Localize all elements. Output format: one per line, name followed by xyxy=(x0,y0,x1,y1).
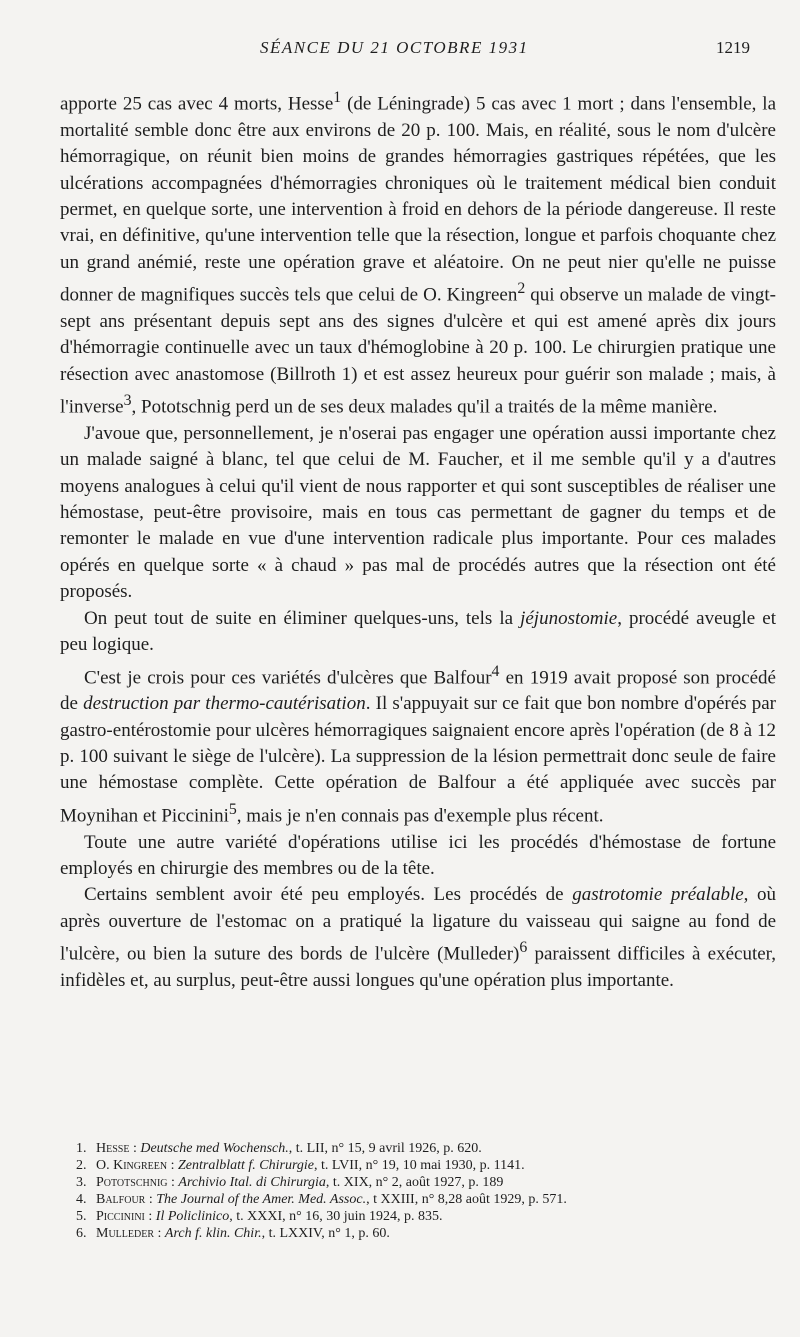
footnote-details: , t. XIX, n° 2, août 1927, p. 189 xyxy=(325,1175,504,1190)
footnote-ref: 5 xyxy=(228,800,237,818)
footnote-author: Piccinini xyxy=(96,1209,145,1224)
footnote-details: , t. LXXIV, n° 1, p. 60. xyxy=(261,1226,390,1241)
footnote: 3. Pototschnig : Archivio Ital. di Chirurgia, t. XIX, n° 2, août 1927, p. 189 xyxy=(76,1175,504,1190)
footnote-ref: 6 xyxy=(519,939,528,957)
footnote-details: , t. LII, n° 15, 9 avril 1926, p. 620. xyxy=(288,1141,482,1156)
footnote: 4. Balfour : The Journal of the Amer. Med. Assoc., t XXIII, n° 8,28 août 1929, p. 571. xyxy=(76,1192,567,1207)
footnote-number: 2. xyxy=(76,1158,87,1173)
page-number: 1219 xyxy=(716,38,750,57)
footnote: 6. Mulleder : Arch f. klin. Chir., t. LXXIV, n° 1, p. 60. xyxy=(76,1226,390,1241)
text-run: , procédé aveugle et peu logique. xyxy=(60,607,776,656)
footnote-author: Balfour xyxy=(96,1192,146,1207)
emphasis: destruction par thermo-cautérisation xyxy=(83,693,366,715)
footnote-details: , t XXIII, n° 8,28 août 1929, p. 571. xyxy=(366,1192,567,1207)
text-run: Certains semblent avoir été peu employés. Les procédés de xyxy=(84,884,573,906)
footnote: 1. Hesse : Deutsche med Wochensch., t. LII, n° 15, 9 avril 1926, p. 620. xyxy=(76,1141,482,1156)
paragraph xyxy=(60,882,776,994)
page-header xyxy=(60,38,760,64)
footnote-number: 3. xyxy=(76,1175,87,1190)
footnote-number: 4. xyxy=(76,1192,87,1207)
paragraph: J'avoue que, personnellement, je n'oserai pas engager une opération aussi importante chez un malade saigné à blanc, tel que celui de M. Faucher, et il me semble qu'il y a d'autres moyens analogues à celui qu'il vient de nous rapporter et qui sont susceptibles de réaliser une hémostase, peut-être provisoire, mais en tous cas permettant de gagner du temps et de remonter le malade en vue d'une intervention radicale plus importante. Pour ces malades opérés en quelque sorte « à chaud » pas mal de procédés autres que la résection ont été proposés. xyxy=(60,422,776,603)
footnote-details: , t. LVII, n° 19, 10 mai 1930, p. 1141. xyxy=(314,1158,525,1173)
footnote-ref: 1 xyxy=(333,89,342,106)
footnote-author: Mulleder xyxy=(96,1226,154,1241)
text-run: (de Léningrade) 5 cas avec 1 mort ; dans l'ensemble, la mortalité semble donc être aux environs de 20 p. 100. Mais, en réalité, sous le nom d'ulcère hémorragique, on réunit bien moins de grandes hémorragies gastriques répétées, que les ulcérations accompagnées d'hémorragies chroniques où le traitement médical bien conduit permet, en quelque sorte, une intervention à froid en dehors de la période dangereuse. Il reste vrai, en définitive, qu'une intervention telle que la résection, longue et parfois choquante chez un grand anémié, reste une opération grave et aléatoire. On ne peut nier qu'elle ne puisse donner de magnifiques succès tels que celui de O. Kingreen xyxy=(60,93,776,306)
footnote-journal: Archivio Ital. di Chirurgia xyxy=(178,1175,326,1190)
text-run: , où après ouverture de l'estomac on a pratiqué la ligature du vaisseau qui saigne au fond de l'ulcère, ou bien la suture des bords de l'ulcère (Mulleder) xyxy=(60,884,776,965)
footnote-journal: Arch f. klin. Chir. xyxy=(164,1226,262,1241)
footnote-author: Hesse xyxy=(96,1141,130,1156)
footnote-ref: 2 xyxy=(517,280,526,298)
footnotes xyxy=(76,1140,776,1242)
text-run: On peut tout de suite en éliminer quelques-uns, tels la xyxy=(84,607,521,629)
footnote-details: , t. XXXI, n° 16, 30 juin 1924, p. 835. xyxy=(229,1209,443,1224)
footnote-number: 1. xyxy=(76,1141,87,1156)
running-head: SÉANCE DU 21 OCTOBRE 1931 xyxy=(260,38,529,57)
footnote-number: 5. xyxy=(76,1209,87,1224)
text-run: C'est je crois pour ces variétés d'ulcères que Balfour xyxy=(84,666,492,688)
footnote: 2. O. Kingreen : Zentralblatt f. Chirurgie, t. LVII, n° 19, 10 mai 1930, p. 1141. xyxy=(76,1158,525,1173)
paragraph xyxy=(60,85,776,421)
text-run: paraissent difficiles à exécuter, infidèles et, au surplus, peut-être aussi longues qu'une opération plus importante. xyxy=(60,943,777,991)
paragraph: Toute une autre variété d'opérations utilise ici les procédés d'hémostase de fortune employés en chirurgie des membres ou de la tête. xyxy=(60,831,776,880)
footnote-number: 6. xyxy=(76,1226,87,1241)
body-text xyxy=(60,85,776,994)
paragraph xyxy=(60,659,776,830)
text-run: . Il s'appuyait sur ce fait que bon nombre d'opérés par gastro-entérostomie pour ulcères hémorragiques saignaient encore après l'opération (de 8 à 12 p. 100 suivant le siège de l'ulcère). La suppression de la lésion permettrait donc seule de faire une hémostase complète. Cette opération de Balfour a été appliquée avec succès par Moynihan et Piccinini xyxy=(60,693,777,827)
footnote: 5. Piccinini : Il Policlinico, t. XXXI, n° 16, 30 juin 1924, p. 835. xyxy=(76,1209,443,1224)
footnote-journal: Zentralblatt f. Chirurgie xyxy=(178,1158,314,1173)
footnote-author: O. Kingreen xyxy=(96,1158,168,1173)
emphasis: jéjunostomie xyxy=(520,607,618,629)
footnote-author: Pototschnig xyxy=(96,1175,168,1190)
paragraph xyxy=(60,606,776,659)
footnote-ref: 3 xyxy=(123,392,132,410)
footnote-journal: Il Policlinico xyxy=(155,1209,230,1224)
footnote-journal: The Journal of the Amer. Med. Assoc. xyxy=(156,1192,367,1207)
text-run: en 1919 avait proposé son procédé de xyxy=(60,666,776,715)
footnote-journal: Deutsche med Wochensch. xyxy=(140,1141,289,1156)
emphasis: gastrotomie préalable xyxy=(572,884,744,906)
text-run: qui observe un malade de vingt-sept ans présentant depuis sept ans des signes d'ulcère et qui est amené après dix jours d'hémorragie continuelle avec un taux d'hémoglobine à 20 p. 100. Le chirurgien pratique une résection avec anastomose (Billroth 1) et est assez heureux pour guérir son malade ; mais, à l'inverse xyxy=(60,284,777,418)
text-run: , mais je n'en connais pas d'exemple plus récent. xyxy=(236,805,604,827)
text-run: apporte 25 cas avec 4 morts, Hesse xyxy=(60,93,334,115)
footnote-ref: 4 xyxy=(491,662,500,680)
text-run: , Pototschnig perd un de ses deux malades qu'il a traités de la même manière. xyxy=(131,396,718,418)
